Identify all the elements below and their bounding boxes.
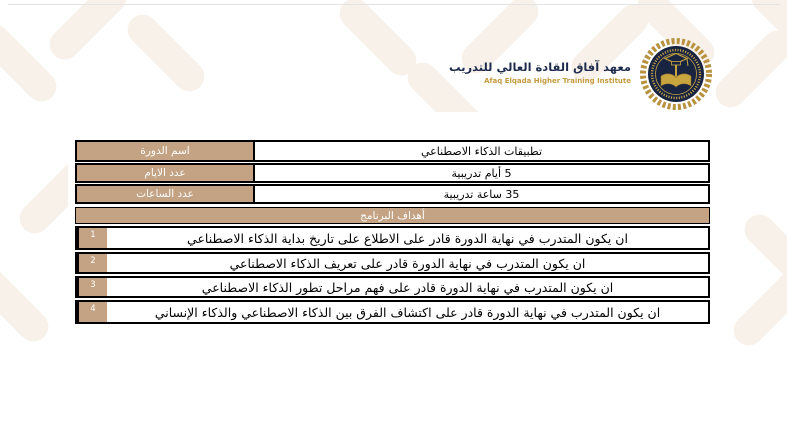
- objective-row-1: [75, 226, 710, 250]
- objective-row-2: [75, 252, 710, 274]
- course-document: [75, 140, 710, 324]
- objective-row-3: [75, 276, 710, 298]
- objective-number-2: 2: [77, 254, 107, 272]
- objective-number-1: 1: [77, 228, 107, 248]
- objective-number-4: 4: [77, 302, 107, 322]
- institute-name: [449, 60, 631, 85]
- objective-text-1: ان يكون المتدرب في نهاية الدورة قادر على الاطلاع على تاريخ بداية الذكاء الاصطناعي: [187, 230, 628, 246]
- days-count-value: 5 أيام تدريبية: [451, 166, 512, 180]
- hours-count-row: [75, 184, 710, 204]
- days-count-row: [75, 163, 710, 183]
- objective-text-3: ان يكون المتدرب في نهاية الدورة قادر على فهم مراحل تطور الذكاء الاصطناعي: [201, 279, 614, 295]
- objective-number-3: 3: [77, 278, 107, 296]
- objective-row-4: [75, 300, 710, 324]
- institute-emblem-icon: [638, 36, 714, 112]
- objective-text-4: ان يكون المتدرب في نهاية الدورة قادر على اكتشاف الفرق بين الذكاء الاصطناعي والذكاء الإنساني: [154, 304, 661, 320]
- objectives-section-header: أهداف البرنامج: [75, 207, 710, 224]
- institute-name-arabic: معهد آفاق القادة العالي للتدريب: [449, 59, 631, 74]
- page-top-divider: [8, 4, 780, 5]
- course-name-row: [75, 140, 710, 162]
- hours-count-value: 35 ساعة تدريبية: [443, 187, 520, 201]
- institute-name-english: Afaq Elqada Higher Training Institute: [484, 76, 631, 85]
- course-name-label: اسم الدورة: [77, 142, 255, 160]
- days-count-label: عدد الايام: [77, 165, 255, 181]
- objective-text-2: ان يكون المتدرب في نهاية الدورة قادر على تعريف الذكاء الاصطناعي: [229, 255, 586, 271]
- hours-count-label: عدد الساعات: [77, 186, 255, 202]
- institute-logo: [449, 36, 714, 112]
- course-name-value: تطبيقات الذكاء الاصطناعي: [420, 144, 543, 158]
